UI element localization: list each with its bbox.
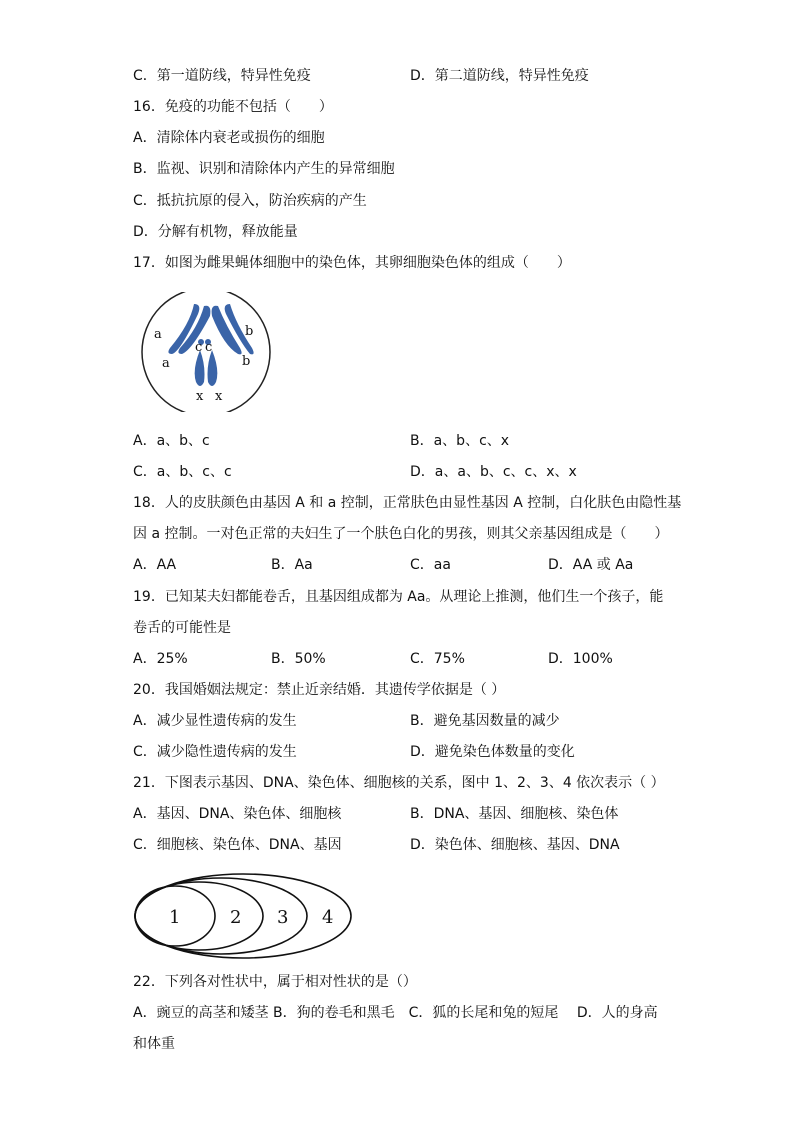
q20-option-a: A．减少显性遗传病的发生 (133, 713, 297, 729)
q19-option-a: A．25% (133, 651, 188, 667)
chromosome-x1 (195, 350, 205, 386)
ellipse-label-4: 4 (322, 907, 334, 928)
label-b1: b (245, 324, 254, 339)
chromosome-figure (138, 292, 278, 412)
chromosome-x2 (208, 350, 218, 386)
q18-option-a: A．AA (133, 557, 177, 573)
q21-stem: 21．下图表示基因、DNA、染色体、细胞核的关系，图中 1、2、3、4 依次表示（ ） (133, 775, 665, 791)
label-x1: x (196, 389, 204, 404)
q19-option-b: B．50% (271, 651, 326, 667)
q15-option-d: D．第二道防线，特异性免疫 (410, 68, 589, 84)
q19-stem-line1: 19．已知某夫妇都能卷舌，且基因组成都为 Aa。从理论上推测，他们生一个孩子，能 (133, 589, 664, 605)
q16-stem: 16．免疫的功能不包括（ ） (133, 99, 333, 115)
q19-option-c: C．75% (410, 651, 465, 667)
q20-option-d: D．避免染色体数量的变化 (410, 744, 575, 760)
q16-option-d: D．分解有机物，释放能量 (133, 224, 298, 240)
ellipse-label-3: 3 (277, 907, 289, 928)
ellipse-label-1: 1 (169, 907, 181, 928)
q18-option-c: C．aa (410, 557, 451, 573)
q19-option-d: D．100% (548, 651, 613, 667)
q21-option-c: C．细胞核、染色体、DNA、基因 (133, 837, 342, 853)
q20-option-c: C．减少隐性遗传病的发生 (133, 744, 297, 760)
q20-option-b: B．避免基因数量的减少 (410, 713, 560, 729)
q22-stem: 22．下列各对性状中，属于相对性状的是（） (133, 974, 417, 990)
q18-stem-line2: 因 a 控制。一对色正常的夫妇生了一个肤色白化的男孩，则其父亲基因组成是（ ） (133, 526, 669, 542)
label-b2: b (242, 354, 251, 369)
q16-option-b: B．监视、识别和清除体内产生的异常细胞 (133, 161, 395, 177)
q22-options-line1: A．豌豆的高茎和矮茎 B．狗的卷毛和黑毛 C．狐的长尾和兔的短尾 D．人的身高 (133, 1005, 658, 1021)
ellipse-label-2: 2 (230, 907, 242, 928)
label-c2: c (205, 340, 213, 355)
label-x2: x (215, 389, 223, 404)
q18-stem-line1: 18．人的皮肤颜色由基因 A 和 a 控制，正常肤色由显性基因 A 控制，白化肤色由隐性基 (133, 495, 682, 511)
q22-options-line2: 和体重 (133, 1036, 175, 1052)
label-a1: a (154, 327, 162, 342)
q17-stem: 17．如图为雌果蝇体细胞中的染色体，其卵细胞染色体的组成（ ） (133, 255, 571, 271)
q17-option-b: B．a、b、c、x (410, 433, 510, 449)
q18-option-b: B．Aa (271, 557, 313, 573)
q21-option-a: A．基因、DNA、染色体、细胞核 (133, 806, 342, 822)
q16-option-c: C．抵抗抗原的侵入，防治疾病的产生 (133, 193, 367, 209)
q21-option-b: B．DNA、基因、细胞核、染色体 (410, 806, 619, 822)
q17-option-d: D．a、a、b、c、c、x、x (410, 464, 577, 480)
q19-stem-line2: 卷舌的可能性是 (133, 620, 231, 636)
q20-stem: 20．我国婚姻法规定：禁止近亲结婚．其遗传学依据是（ ） (133, 682, 506, 698)
label-c1: c (195, 340, 203, 355)
q17-option-c: C．a、b、c、c (133, 464, 232, 480)
q15-option-c: C．第一道防线，特异性免疫 (133, 68, 311, 84)
q16-option-a: A．清除体内衰老或损伤的细胞 (133, 130, 325, 146)
q18-option-d: D．AA 或 Aa (548, 557, 634, 573)
label-a2: a (162, 356, 170, 371)
q17-option-a: A．a、b、c (133, 433, 210, 449)
nested-ellipse-figure (133, 872, 357, 962)
q21-option-d: D．染色体、细胞核、基因、DNA (410, 837, 620, 853)
